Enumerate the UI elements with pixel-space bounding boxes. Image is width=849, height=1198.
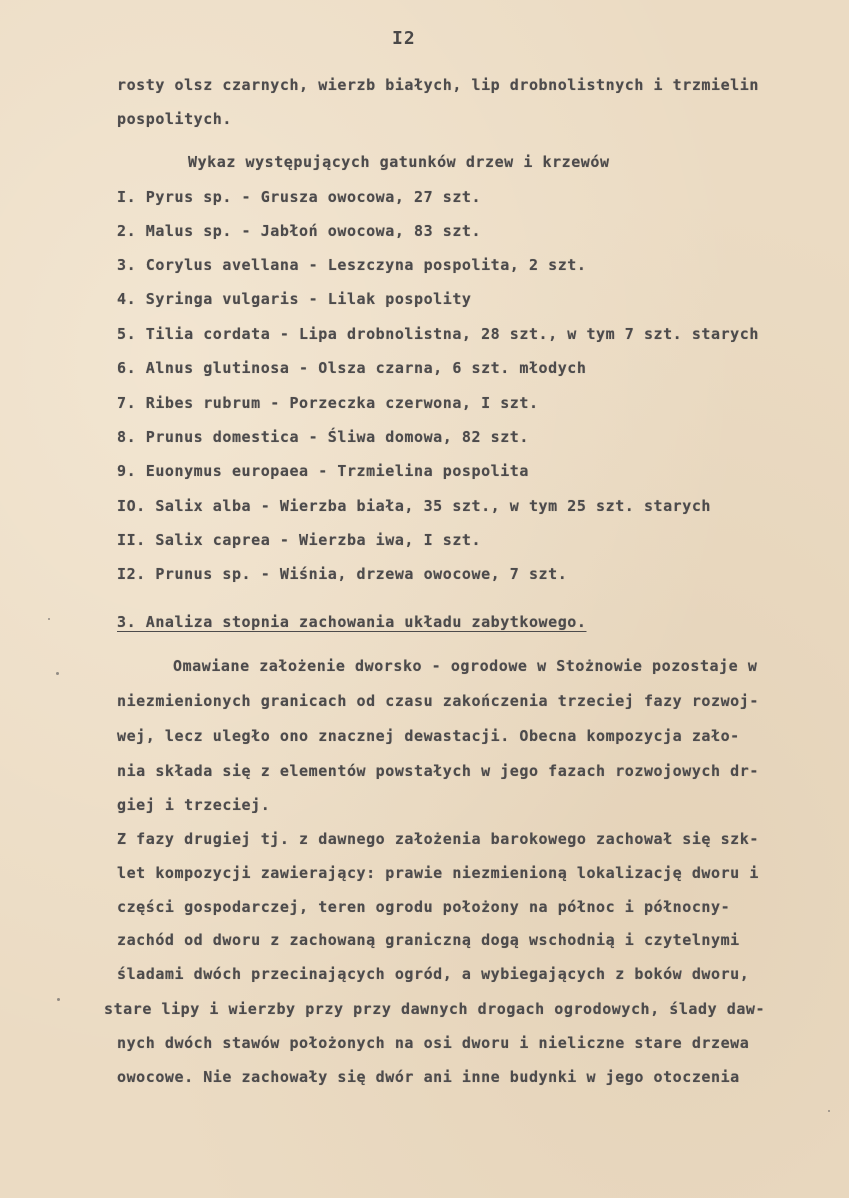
paper-speck	[828, 1110, 830, 1112]
species-item-1: I. Pyrus sp. - Grusza owocowa, 27 szt.	[117, 188, 482, 206]
paragraph2-line-2: let kompozycji zawierający: prawie niezmienioną lokalizację dworu i	[117, 864, 759, 882]
species-item-11: II. Salix caprea - Wierzba iwa, I szt.	[117, 531, 482, 549]
species-item-5: 5. Tilia cordata - Lipa drobnolistna, 28 szt., w tym 7 szt. starych	[117, 325, 759, 343]
species-item-2: 2. Malus sp. - Jabłoń owocowa, 83 szt.	[117, 222, 482, 240]
paragraph2-line-6: stare lipy i wierzby przy przy dawnych drogach ogrodowych, ślady daw-	[104, 1000, 766, 1018]
intro-line-1: rosty olsz czarnych, wierzb białych, lip drobnolistnych i trzmielin	[117, 76, 759, 94]
species-item-3: 3. Corylus avellana - Leszczyna pospolita, 2 szt.	[117, 256, 587, 274]
paragraph2-line-1: Z fazy drugiej tj. z dawnego założenia barokowego zachował się szk-	[117, 830, 759, 848]
species-item-9: 9. Euonymus europaea - Trzmielina pospolita	[117, 462, 529, 480]
paragraph1-line-2: niezmienionych granicach od czasu zakończenia trzeciej fazy rozwoj-	[117, 692, 759, 710]
paragraph2-line-7: nych dwóch stawów położonych na osi dworu i nieliczne stare drzewa	[117, 1034, 750, 1052]
species-item-8: 8. Prunus domestica - Śliwa domowa, 82 szt.	[117, 428, 529, 446]
paper-speck	[48, 618, 50, 620]
paragraph1-line-4: nia składa się z elementów powstałych w jego fazach rozwojowych dr-	[117, 762, 759, 780]
section-heading: 3. Analiza stopnia zachowania układu zabytkowego.	[117, 613, 587, 631]
species-item-10: IO. Salix alba - Wierzba biała, 35 szt., w tym 25 szt. starych	[117, 497, 712, 515]
paragraph1-line-5: giej i trzeciej.	[117, 796, 271, 814]
species-item-7: 7. Ribes rubrum - Porzeczka czerwona, I szt.	[117, 394, 539, 412]
paragraph2-line-4: zachód od dworu z zachowaną graniczną dogą wschodnią i czytelnymi	[117, 931, 740, 949]
species-item-6: 6. Alnus glutinosa - Olsza czarna, 6 szt. młodych	[117, 359, 587, 377]
paragraph1-line-3: wej, lecz uległo ono znacznej dewastacji. Obecna kompozycja zało-	[117, 727, 740, 745]
paragraph2-line-5: śladami dwóch przecinających ogród, a wybiegających z boków dworu,	[117, 965, 750, 983]
intro-line-2: pospolitych.	[117, 110, 232, 128]
paragraph1-line-1: Omawiane założenie dworsko - ogrodowe w Stożnowie pozostaje w	[173, 657, 758, 675]
paper-speck	[57, 998, 60, 1001]
page-number: I2	[392, 28, 416, 49]
paragraph2-line-3: części gospodarczej, teren ogrodu położony na północ i północny-	[117, 898, 731, 916]
species-item-12: I2. Prunus sp. - Wiśnia, drzewa owocowe, 7 szt.	[117, 565, 568, 583]
paper-speck	[56, 672, 59, 675]
species-item-4: 4. Syringa vulgaris - Lilak pospolity	[117, 290, 472, 308]
species-list-title: Wykaz występujących gatunków drzew i krzewów	[188, 153, 610, 171]
paragraph2-line-8: owocowe. Nie zachowały się dwór ani inne budynki w jego otoczenia	[117, 1068, 740, 1086]
